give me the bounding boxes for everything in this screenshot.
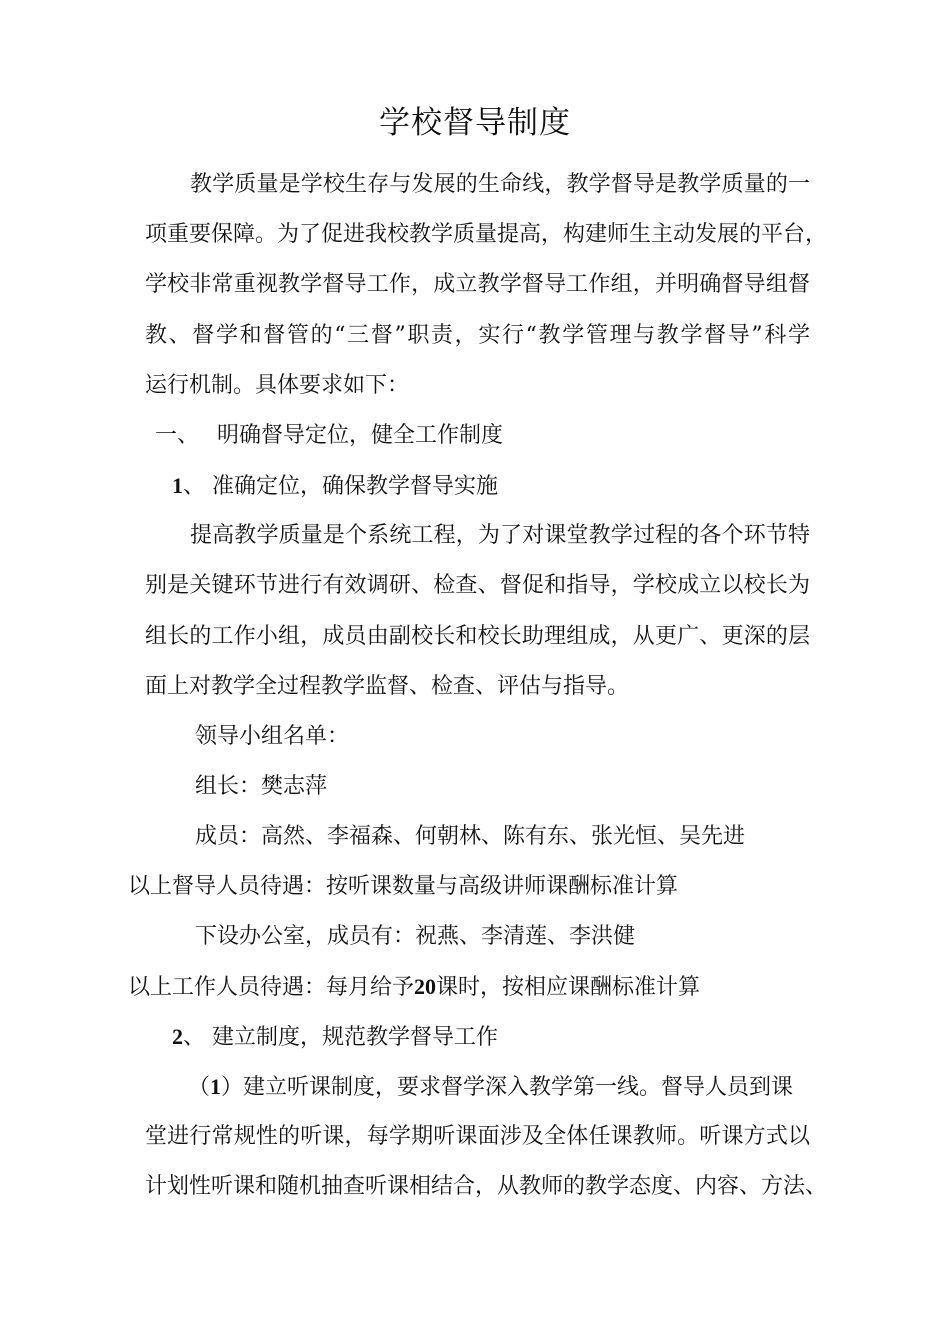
subsection-2-text: 、 建立制度，规范教学督导工作 [183,1025,498,1050]
item-1-open-paren: （ [188,1075,211,1100]
intro-line-1: 教学质量是学校生存与发展的生命线，教学督导是教学质量的一 [190,172,810,197]
office-pay-number: 20 [414,974,437,999]
office-pay-note [128,972,700,1003]
document-title: 学校督导制度 [379,105,571,141]
office-members: 下设办公室，成员有：祝燕、李清莲、李洪健 [195,924,636,949]
item-1-line-3: 计划性听课和随机抽查听课相结合，从教师的教学态度、内容、方法、 [145,1174,828,1199]
section-heading-text: 明确督导定位，健全工作制度 [217,423,504,448]
leadership-members: 成员：高然、李福森、何朝林、陈有东、张光恒、吴先进 [195,824,746,849]
item-1-number: 1 [210,1074,222,1099]
subsection-2-heading [172,1022,498,1053]
intro-line-5: 运行机制。具体要求如下： [145,373,410,398]
leadership-leader: 组长：樊志萍 [195,774,328,799]
subsection-1-text: 、 准确定位，确保教学督导实施 [183,474,498,499]
intro-line-3: 学校非常重视教学督导工作，成立教学督导工作组，并明确督导组督 [145,272,810,297]
sub1-line-3: 组长的工作小组，成员由副校长和校长助理组成，从更广、更深的层 [145,624,810,649]
item-1-line-1-text: ）建立听课制度，要求督学深入教学第一线。督导人员到课 [221,1075,794,1100]
office-pay-prefix: 以上工作人员待遇：每月给予 [128,975,415,1000]
sub1-line-2: 别是关键环节进行有效调研、检查、督促和指导，学校成立以校长为 [145,573,810,598]
subsection-2-number: 2 [172,1024,183,1049]
leadership-pay-note: 以上督导人员待遇：按听课数量与高级讲师课酬标准计算 [128,874,679,899]
intro-line-4: 教、督学和督管的“三督”职责，实行“教学管理与教学督导”科学 [145,323,810,348]
office-pay-suffix: 课时，按相应课酬标准计算 [436,975,701,1000]
sub1-line-4: 面上对教学全过程教学监督、检查、评估与指导。 [145,674,630,699]
sub1-line-1: 提高教学质量是个系统工程，为了对课堂教学过程的各个环节特 [190,523,810,548]
subsection-1-heading [172,471,498,502]
intro-line-2: 项重要保障。为了促进我校教学质量提高，构建师生主动发展的平台， [145,222,828,247]
section-heading-number: 一、 [155,423,200,448]
subsection-1-number: 1 [172,473,183,498]
item-1-line-2: 堂进行常规性的听课，每学期听课面涉及全体任课教师。听课方式以 [145,1124,810,1149]
leadership-list-title: 领导小组名单： [195,724,350,749]
item-1-line-1 [188,1072,793,1103]
